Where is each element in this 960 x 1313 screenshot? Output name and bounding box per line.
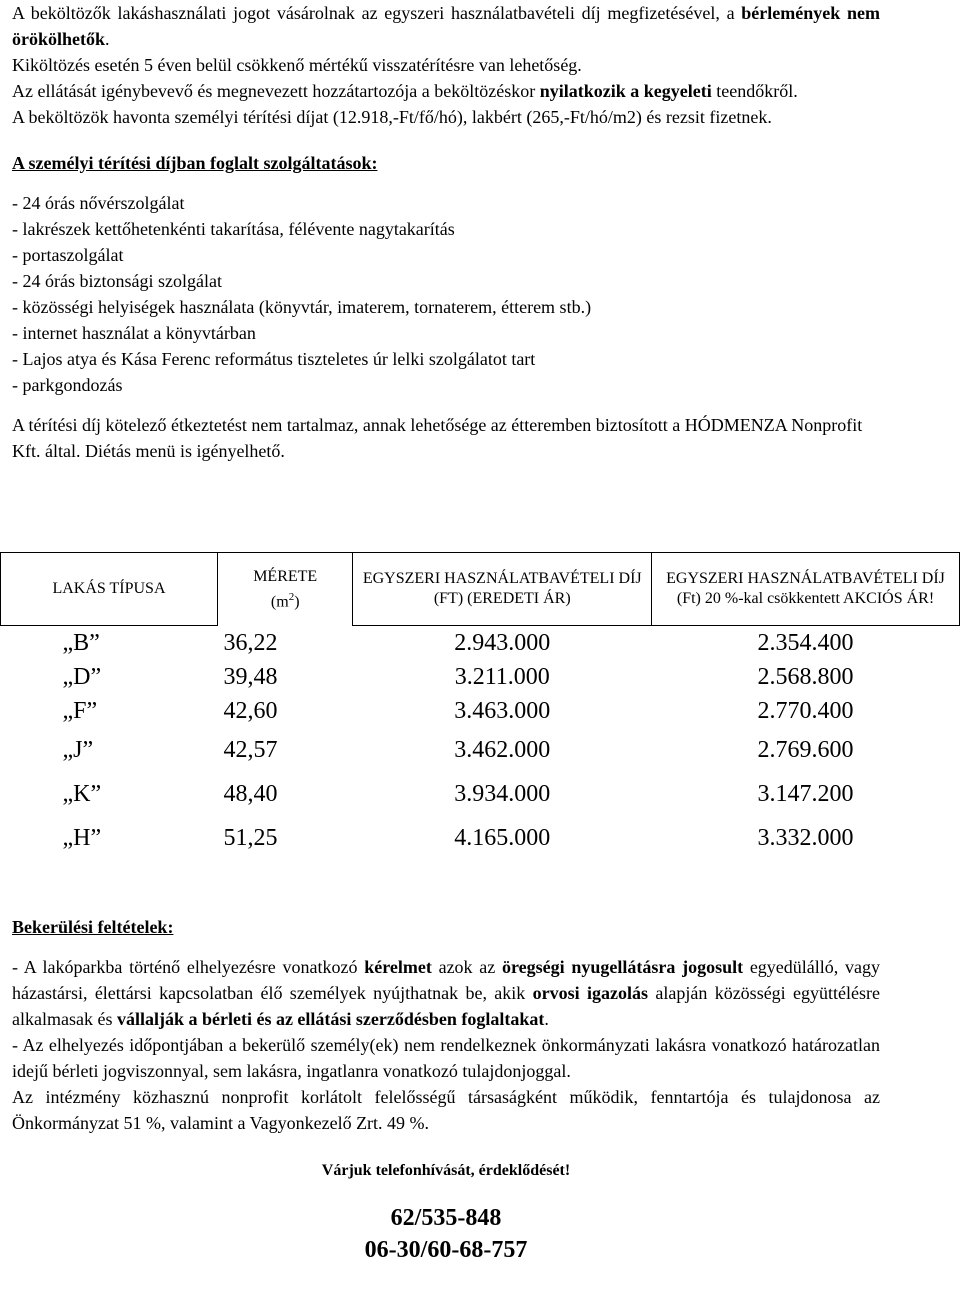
service-item: - lakrészek kettőhetenkénti takarítása, félévente nagytakarítás [12,219,455,239]
meal-note: A térítési díj kötelező étkeztetést nem tartalmaz, annak lehetősége az étteremben biztosított a HÓDMENZA Nonprofit Kft. által. Diétás menü is igényelhető. [12,415,863,461]
header-type: LAKÁS TÍPUSA [1,553,218,626]
cond-text: azok az [431,957,502,977]
cell-size: 42,57 [223,737,278,763]
cond-text: alapján közösségi együttélésre alkalmasak és [12,983,880,1029]
cell-discount: 3.147.200 [757,781,854,807]
cond-bold: vállalják a bérleti és az ellátási szerződésben foglaltakat [116,1009,545,1029]
header-size-line1: MÉRETE [253,567,318,585]
cell-original: 3.462.000 [454,737,551,763]
service-item: - 24 órás biztonsági szolgálat [12,271,222,291]
cell-size: 42,60 [223,698,278,724]
conditions-heading: Bekerülési feltételek: [12,917,174,937]
header-discount-fee: EGYSZERI HASZNÁLATBAVÉTELI DÍJ (Ft) 20 %-kal csökkentett AKCIÓS ÁR! [652,553,960,626]
table-row [1,772,960,816]
cell-original: 2.943.000 [454,630,551,656]
service-item: - portaszolgálat [12,245,124,265]
header-size [217,553,353,626]
table-row [1,816,960,860]
document-page [12,0,880,464]
cell-type: „K” [62,781,102,807]
table-row [1,660,960,694]
conditions-section [12,914,880,1266]
cell-type: „H” [62,825,102,851]
header-size-sup: 2 [288,590,295,603]
service-item: - 24 órás nővérszolgálat [12,193,185,213]
cell-size: 39,48 [223,664,278,690]
cell-type: „D” [62,664,102,690]
price-table-header [1,553,960,626]
condition-paragraph-3: Az intézmény közhasznú nonprofit korlátolt felelősségű társaságként működik, fenntartója és tulajdonosa az Önkormányzat 51 %, valamint a Vagyonkezelő Zrt. 49 %. [12,1087,880,1133]
intro-bold-3: nyilatkozik a kegyeleti [539,81,712,101]
cell-type: „B” [62,630,100,656]
cell-discount: 2.568.800 [757,664,854,690]
cell-size: 51,25 [223,825,278,851]
cell-original: 4.165.000 [454,825,551,851]
call-to-action: Várjuk telefonhívását, érdeklődését! [321,1162,571,1179]
cell-type: „F” [62,698,98,724]
intro-end-3: teendőkről. [711,81,798,101]
service-item: - internet használat a könyvtárban [12,323,256,343]
service-item: - parkgondozás [12,375,123,395]
phone-number-2: 06-30/60-68-757 [364,1237,528,1263]
header-size-suffix: ) [294,592,300,610]
cell-original: 3.211.000 [454,664,550,690]
table-row [1,694,960,728]
cond-bold: kérelmet [364,957,432,977]
cell-discount: 2.769.600 [757,737,854,763]
cell-original: 3.463.000 [454,698,551,724]
cell-discount: 3.332.000 [757,825,854,851]
cell-size: 36,22 [223,629,278,656]
services-list [12,190,880,398]
intro-text-1: A beköltözők lakáshasználati jogot vásárolnak az egyszeri használatbavételi díj megfizetésével, a [12,3,742,23]
price-table [0,552,960,860]
intro-end-1: . [105,29,110,49]
cond-bold: orvosi igazolás [532,983,649,1003]
header-original-fee: EGYSZERI HASZNÁLATBAVÉTELI DÍJ (FT) (EREDETI ÁR) [353,553,652,626]
cond-bold: öregségi nyugellátásra jogosult [501,957,744,977]
intro-paragraph-3 [12,78,880,104]
cell-original: 3.934.000 [454,781,551,807]
cell-type: „J” [62,737,94,763]
cond-text: . [544,1009,549,1029]
intro-paragraph-2: Kiköltözés esetén 5 éven belül csökkenő mértékű visszatérítésre van lehetőség. [12,55,582,75]
intro-bold-1: bérlemények nem örökölhetők [12,3,880,49]
table-row [1,728,960,772]
table-row [1,626,960,661]
intro-paragraph-4: A beköltözök havonta személyi térítési díjat (12.918,-Ft/fő/hó), lakbért (265,-Ft/hó/m2) és rezsit fizetnek. [12,107,772,127]
phone-number-1: 62/535-848 [390,1205,502,1231]
cell-discount: 2.770.400 [757,698,854,724]
services-heading: A személyi térítési díjban foglalt szolgáltatások: [12,153,378,173]
service-item: - közösségi helyiségek használata (könyvtár, imaterem, tornaterem, étterem stb.) [12,297,592,317]
header-size-prefix: (m [270,592,289,610]
service-item: - Lajos atya és Kása Ferenc református tiszteletes úr lelki szolgálatot tart [12,349,536,369]
cond-text: - A lakóparkba történő elhelyezésre vonatkozó [12,957,365,977]
cell-size: 48,40 [223,781,278,807]
cond-text: egyedülálló, vagy házastársi, élettársi kapcsolatban élő személyek nyújthatnak be, akik [12,957,880,1003]
intro-paragraph-1 [12,0,880,52]
intro-text-3: Az ellátását igénybevevő és megnevezett hozzátartozója a beköltözéskor [12,81,540,101]
cell-discount: 2.354.400 [757,630,854,656]
condition-paragraph-1 [12,954,880,1032]
condition-paragraph-2: - Az elhelyezés időpontjában a bekerülő személy(ek) nem rendelkeznek önkormányzati lakásra vonatkozó határozatlan idejű bérleti jogviszonnyal, sem lakásra, ingatlanra vonatkozó tulajdonjoggal. [12,1035,880,1081]
